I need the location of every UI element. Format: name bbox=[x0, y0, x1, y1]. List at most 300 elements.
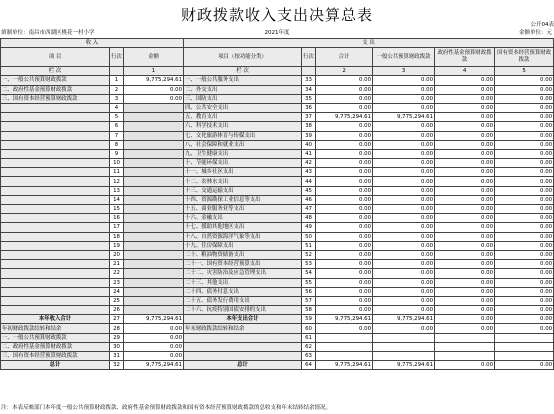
expense-row: 38 bbox=[302, 122, 316, 131]
expense-general: 0.00 bbox=[373, 324, 435, 333]
expense-total bbox=[316, 342, 373, 351]
expense-total: 9,775,294.61 bbox=[316, 113, 373, 122]
income-amount: 0.00 bbox=[124, 333, 184, 342]
expense-soe: 0.00 bbox=[495, 149, 554, 158]
expense-general: 0.00 bbox=[373, 122, 435, 131]
income-amount bbox=[124, 278, 184, 287]
income-row: 22 bbox=[110, 269, 124, 278]
expense-item bbox=[184, 342, 302, 351]
table-row bbox=[1, 131, 554, 140]
expense-general: 0.00 bbox=[373, 149, 435, 158]
income-row: 29 bbox=[110, 333, 124, 342]
expense-general: 0.00 bbox=[373, 168, 435, 177]
expense-general: 9,775,294.61 bbox=[373, 361, 435, 370]
expense-item: 十六、金融支出 bbox=[184, 214, 302, 223]
income-item bbox=[1, 214, 110, 223]
income-amount bbox=[124, 113, 184, 122]
income-item bbox=[1, 103, 110, 112]
expense-total: 0.00 bbox=[316, 205, 373, 214]
expense-row: 48 bbox=[302, 214, 316, 223]
expense-fund bbox=[435, 333, 495, 342]
expense-item: 十九、住房保障支出 bbox=[184, 241, 302, 250]
income-row: 19 bbox=[110, 241, 124, 250]
expense-soe: 0.00 bbox=[495, 241, 554, 250]
income-amount-header: 金额 bbox=[124, 48, 184, 67]
expense-soe: 0.00 bbox=[495, 278, 554, 287]
expense-header: 支 出 bbox=[184, 39, 554, 48]
expense-row: 34 bbox=[302, 85, 316, 94]
table-row bbox=[1, 186, 554, 195]
expense-total: 0.00 bbox=[316, 186, 373, 195]
expense-general bbox=[373, 333, 435, 342]
income-item: 三、国有资本经营预算财政拨款 bbox=[1, 94, 110, 103]
income-item bbox=[1, 296, 110, 305]
expense-item: 五、教育支出 bbox=[184, 113, 302, 122]
expense-fund: 0.00 bbox=[435, 195, 495, 204]
expense-row: 61 bbox=[302, 333, 316, 342]
income-item bbox=[1, 232, 110, 241]
expense-fund: 0.00 bbox=[435, 205, 495, 214]
expense-general: 0.00 bbox=[373, 205, 435, 214]
income-item bbox=[1, 168, 110, 177]
expense-row: 43 bbox=[302, 168, 316, 177]
expense-item: 十五、商业服务业等支出 bbox=[184, 205, 302, 214]
expense-soe: 0.00 bbox=[495, 140, 554, 149]
income-row: 2 bbox=[110, 85, 124, 94]
expense-general: 9,775,294.61 bbox=[373, 315, 435, 324]
table-row bbox=[1, 94, 554, 103]
income-header: 收 入 bbox=[1, 39, 184, 48]
expense-item: 六、科学技术支出 bbox=[184, 122, 302, 131]
expense-row: 33 bbox=[302, 76, 316, 85]
income-item: 三、国有资本经营预算财政拨款 bbox=[1, 352, 110, 361]
table-row bbox=[1, 113, 554, 122]
income-amount bbox=[124, 168, 184, 177]
table-row bbox=[1, 214, 554, 223]
income-item bbox=[1, 177, 110, 186]
income-amount bbox=[124, 140, 184, 149]
income-item bbox=[1, 131, 110, 140]
expense-general: 0.00 bbox=[373, 186, 435, 195]
expense-total bbox=[316, 333, 373, 342]
expense-item: 十七、援助其他地区支出 bbox=[184, 223, 302, 232]
income-item bbox=[1, 306, 110, 315]
expense-item: 九、卫生健康支出 bbox=[184, 149, 302, 158]
expense-row: 44 bbox=[302, 177, 316, 186]
income-item: 二、政府性基金预算财政拨款 bbox=[1, 85, 110, 94]
expense-row: 35 bbox=[302, 94, 316, 103]
table-row bbox=[1, 324, 554, 333]
expense-general: 0.00 bbox=[373, 232, 435, 241]
income-item bbox=[1, 195, 110, 204]
expense-general bbox=[373, 352, 435, 361]
expense-soe bbox=[495, 342, 554, 351]
income-row: 1 bbox=[110, 76, 124, 85]
table-row bbox=[1, 278, 554, 287]
income-item bbox=[1, 113, 110, 122]
income-row: 10 bbox=[110, 159, 124, 168]
table-row bbox=[1, 168, 554, 177]
col-5: 5 bbox=[495, 67, 554, 76]
expense-row-header: 行次 bbox=[302, 48, 316, 67]
income-item bbox=[1, 260, 110, 269]
expense-soe: 0.00 bbox=[495, 269, 554, 278]
table-row bbox=[1, 250, 554, 259]
expense-fund bbox=[435, 342, 495, 351]
income-amount bbox=[124, 177, 184, 186]
expense-row: 41 bbox=[302, 149, 316, 158]
income-row: 11 bbox=[110, 168, 124, 177]
income-row: 7 bbox=[110, 131, 124, 140]
expense-item: 本年支出合计 bbox=[184, 315, 302, 324]
expense-soe: 0.00 bbox=[495, 122, 554, 131]
budget-table bbox=[0, 38, 554, 370]
expense-general: 0.00 bbox=[373, 159, 435, 168]
income-amount bbox=[124, 223, 184, 232]
expense-fund: 0.00 bbox=[435, 250, 495, 259]
income-row: 6 bbox=[110, 122, 124, 131]
expense-total: 9,775,294.61 bbox=[316, 361, 373, 370]
expense-total: 9,775,294.61 bbox=[316, 315, 373, 324]
income-row: 30 bbox=[110, 342, 124, 351]
table-row bbox=[1, 122, 554, 131]
expense-soe: 0.00 bbox=[495, 186, 554, 195]
expense-fund: 0.00 bbox=[435, 306, 495, 315]
income-amount: 0.00 bbox=[124, 324, 184, 333]
expense-item: 十一、城乡社区支出 bbox=[184, 168, 302, 177]
income-item bbox=[1, 159, 110, 168]
expense-fund: 0.00 bbox=[435, 324, 495, 333]
expense-soe: 0.00 bbox=[495, 214, 554, 223]
filler-unit: 填制单位：南昌市西湖区桃花一村小学 bbox=[1, 30, 95, 36]
income-row: 28 bbox=[110, 324, 124, 333]
general-budget-header: 一般公共预算财政拨款 bbox=[373, 48, 435, 67]
expense-total: 0.00 bbox=[316, 103, 373, 112]
income-row: 25 bbox=[110, 296, 124, 305]
expense-total: 0.00 bbox=[316, 177, 373, 186]
income-item bbox=[1, 269, 110, 278]
income-item bbox=[1, 186, 110, 195]
expense-item: 二十六、抗疫特别国债安排的支出 bbox=[184, 306, 302, 315]
expense-total: 0.00 bbox=[316, 195, 373, 204]
expense-soe: 0.00 bbox=[495, 131, 554, 140]
expense-row: 40 bbox=[302, 140, 316, 149]
expense-item: 二十三、其他支出 bbox=[184, 278, 302, 287]
income-amount bbox=[124, 269, 184, 278]
income-item-header: 项 目 bbox=[1, 48, 110, 67]
expense-item bbox=[184, 352, 302, 361]
expense-fund: 0.00 bbox=[435, 149, 495, 158]
expense-fund: 0.00 bbox=[435, 315, 495, 324]
expense-fund bbox=[435, 352, 495, 361]
expense-total: 0.00 bbox=[316, 149, 373, 158]
expense-soe bbox=[495, 352, 554, 361]
income-item bbox=[1, 241, 110, 250]
expense-general: 0.00 bbox=[373, 131, 435, 140]
expense-row: 59 bbox=[302, 315, 316, 324]
report-title: 财政拨款收入支出决算总表 bbox=[180, 6, 373, 24]
table-row bbox=[1, 76, 554, 85]
expense-general: 0.00 bbox=[373, 140, 435, 149]
income-row: 8 bbox=[110, 140, 124, 149]
income-amount: 9,775,294.61 bbox=[124, 361, 184, 370]
expense-row: 51 bbox=[302, 241, 316, 250]
income-row: 16 bbox=[110, 214, 124, 223]
income-item bbox=[1, 250, 110, 259]
income-row: 14 bbox=[110, 195, 124, 204]
form-number: 公开04表 bbox=[530, 22, 554, 28]
expense-soe: 0.00 bbox=[495, 94, 554, 103]
income-row: 18 bbox=[110, 232, 124, 241]
expense-fund: 0.00 bbox=[435, 103, 495, 112]
expense-row: 52 bbox=[302, 250, 316, 259]
income-row: 12 bbox=[110, 177, 124, 186]
table-row bbox=[1, 342, 554, 351]
expense-soe: 0.00 bbox=[495, 177, 554, 186]
expense-soe: 0.00 bbox=[495, 103, 554, 112]
expense-total: 0.00 bbox=[316, 241, 373, 250]
income-row: 9 bbox=[110, 149, 124, 158]
expense-soe: 0.00 bbox=[495, 85, 554, 94]
expense-soe: 0.00 bbox=[495, 232, 554, 241]
income-item: 一、一般公共预算财政拨款 bbox=[1, 76, 110, 85]
expense-general: 0.00 bbox=[373, 241, 435, 250]
income-item: 年初财政拨款结转和结余 bbox=[1, 324, 110, 333]
expense-total: 0.00 bbox=[316, 223, 373, 232]
table-row bbox=[1, 241, 554, 250]
expense-row: 53 bbox=[302, 260, 316, 269]
income-amount bbox=[124, 241, 184, 250]
income-amount: 0.00 bbox=[124, 94, 184, 103]
expense-general: 0.00 bbox=[373, 85, 435, 94]
expense-row: 58 bbox=[302, 306, 316, 315]
expense-fund: 0.00 bbox=[435, 177, 495, 186]
table-row bbox=[1, 361, 554, 370]
expense-item: 二十、粮油物资储备支出 bbox=[184, 250, 302, 259]
expense-total: 0.00 bbox=[316, 306, 373, 315]
table-row bbox=[1, 269, 554, 278]
table-row bbox=[1, 177, 554, 186]
table-row bbox=[1, 195, 554, 204]
expense-fund: 0.00 bbox=[435, 260, 495, 269]
income-amount bbox=[124, 186, 184, 195]
table-row bbox=[1, 140, 554, 149]
expense-item: 十二、农林水支出 bbox=[184, 177, 302, 186]
expense-general: 0.00 bbox=[373, 94, 435, 103]
expense-total: 0.00 bbox=[316, 287, 373, 296]
expense-item: 二十五、债务发行费用支出 bbox=[184, 296, 302, 305]
expense-total: 0.00 bbox=[316, 168, 373, 177]
income-row: 15 bbox=[110, 205, 124, 214]
expense-item: 年末财政拨款结转和结余 bbox=[184, 324, 302, 333]
expense-row: 49 bbox=[302, 223, 316, 232]
expense-item: 总计 bbox=[184, 361, 302, 370]
expense-item: 三、国防支出 bbox=[184, 94, 302, 103]
expense-general: 0.00 bbox=[373, 76, 435, 85]
expense-soe bbox=[495, 333, 554, 342]
expense-soe: 0.00 bbox=[495, 195, 554, 204]
expense-total: 0.00 bbox=[316, 260, 373, 269]
col-3: 3 bbox=[373, 67, 435, 76]
expense-fund: 0.00 bbox=[435, 85, 495, 94]
expense-total: 0.00 bbox=[316, 269, 373, 278]
income-row: 32 bbox=[110, 361, 124, 370]
expense-general: 0.00 bbox=[373, 103, 435, 112]
expense-general bbox=[373, 342, 435, 351]
expense-soe: 0.00 bbox=[495, 168, 554, 177]
expense-fund: 0.00 bbox=[435, 287, 495, 296]
expense-row: 54 bbox=[302, 269, 316, 278]
expense-row: 46 bbox=[302, 195, 316, 204]
income-item: 总计 bbox=[1, 361, 110, 370]
expense-item: 四、公共安全支出 bbox=[184, 103, 302, 112]
income-amount bbox=[124, 103, 184, 112]
income-item bbox=[1, 149, 110, 158]
expense-general: 0.00 bbox=[373, 260, 435, 269]
table-row bbox=[1, 260, 554, 269]
expense-general: 0.00 bbox=[373, 195, 435, 204]
expense-soe: 0.00 bbox=[495, 287, 554, 296]
expense-item-header: 项目（按功能分类） bbox=[184, 48, 302, 67]
expense-general: 0.00 bbox=[373, 287, 435, 296]
expense-fund: 0.00 bbox=[435, 269, 495, 278]
expense-item: 八、社会保障和就业支出 bbox=[184, 140, 302, 149]
expense-total bbox=[316, 352, 373, 361]
income-row: 3 bbox=[110, 94, 124, 103]
expense-item: 二十一、国有资本经营预算支出 bbox=[184, 260, 302, 269]
income-row: 20 bbox=[110, 250, 124, 259]
expense-fund: 0.00 bbox=[435, 159, 495, 168]
expense-total: 0.00 bbox=[316, 85, 373, 94]
income-amount bbox=[124, 159, 184, 168]
income-item: 本年收入合计 bbox=[1, 315, 110, 324]
expense-total: 0.00 bbox=[316, 76, 373, 85]
expense-fund: 0.00 bbox=[435, 76, 495, 85]
expense-total: 0.00 bbox=[316, 94, 373, 103]
expense-soe: 0.00 bbox=[495, 361, 554, 370]
expense-row: 56 bbox=[302, 287, 316, 296]
footnote: 注：本表反映部门本年度一般公共预算财政拨款、政府性基金预算财政拨款和国有资本经营预算财政拨款的总收支和年末结转结余情况。 bbox=[1, 405, 332, 411]
expense-row: 45 bbox=[302, 186, 316, 195]
table-row bbox=[1, 149, 554, 158]
expense-total: 0.00 bbox=[316, 140, 373, 149]
expense-general: 9,775,294.61 bbox=[373, 113, 435, 122]
income-amount: 0.00 bbox=[124, 352, 184, 361]
table-row bbox=[1, 223, 554, 232]
expense-total: 0.00 bbox=[316, 122, 373, 131]
income-row: 4 bbox=[110, 103, 124, 112]
expense-total: 0.00 bbox=[316, 324, 373, 333]
income-amount bbox=[124, 306, 184, 315]
expense-soe: 0.00 bbox=[495, 296, 554, 305]
income-amount: 9,775,294.61 bbox=[124, 315, 184, 324]
income-item bbox=[1, 223, 110, 232]
col-1: 1 bbox=[124, 67, 184, 76]
total-header: 合计 bbox=[316, 48, 373, 67]
expense-row: 60 bbox=[302, 324, 316, 333]
expense-fund: 0.00 bbox=[435, 232, 495, 241]
expense-soe: 0.00 bbox=[495, 315, 554, 324]
col-label: 栏 次 bbox=[184, 67, 302, 76]
expense-soe: 0.00 bbox=[495, 306, 554, 315]
income-amount bbox=[124, 205, 184, 214]
amount-unit: 金额单位：元 bbox=[518, 30, 552, 36]
expense-soe: 0.00 bbox=[495, 205, 554, 214]
expense-soe: 0.00 bbox=[495, 113, 554, 122]
table-row bbox=[1, 287, 554, 296]
income-amount bbox=[124, 122, 184, 131]
col-label: 栏 次 bbox=[1, 67, 110, 76]
expense-total: 0.00 bbox=[316, 159, 373, 168]
expense-row: 36 bbox=[302, 103, 316, 112]
expense-soe: 0.00 bbox=[495, 223, 554, 232]
expense-general: 0.00 bbox=[373, 269, 435, 278]
expense-soe: 0.00 bbox=[495, 260, 554, 269]
expense-row: 55 bbox=[302, 278, 316, 287]
expense-total: 0.00 bbox=[316, 131, 373, 140]
income-amount bbox=[124, 195, 184, 204]
expense-item: 七、文化旅游体育与传媒支出 bbox=[184, 131, 302, 140]
income-item bbox=[1, 122, 110, 131]
expense-row: 57 bbox=[302, 296, 316, 305]
expense-row: 62 bbox=[302, 342, 316, 351]
expense-row: 42 bbox=[302, 159, 316, 168]
expense-fund: 0.00 bbox=[435, 361, 495, 370]
col-2: 2 bbox=[316, 67, 373, 76]
table-row bbox=[1, 232, 554, 241]
expense-general: 0.00 bbox=[373, 250, 435, 259]
expense-item: 二十四、债务付息支出 bbox=[184, 287, 302, 296]
expense-general: 0.00 bbox=[373, 214, 435, 223]
expense-row: 39 bbox=[302, 131, 316, 140]
expense-row: 37 bbox=[302, 113, 316, 122]
table-row bbox=[1, 352, 554, 361]
income-amount bbox=[124, 287, 184, 296]
income-row: 26 bbox=[110, 306, 124, 315]
expense-total: 0.00 bbox=[316, 232, 373, 241]
income-item bbox=[1, 205, 110, 214]
expense-fund: 0.00 bbox=[435, 296, 495, 305]
expense-general: 0.00 bbox=[373, 223, 435, 232]
expense-soe: 0.00 bbox=[495, 250, 554, 259]
expense-item: 一、一般公共服务支出 bbox=[184, 76, 302, 85]
table-row bbox=[1, 159, 554, 168]
income-amount: 9,775,294.61 bbox=[124, 76, 184, 85]
expense-fund: 0.00 bbox=[435, 168, 495, 177]
income-amount bbox=[124, 232, 184, 241]
expense-soe: 0.00 bbox=[495, 324, 554, 333]
expense-general: 0.00 bbox=[373, 177, 435, 186]
expense-soe: 0.00 bbox=[495, 76, 554, 85]
expense-soe: 0.00 bbox=[495, 159, 554, 168]
expense-fund: 0.00 bbox=[435, 214, 495, 223]
table-row bbox=[1, 205, 554, 214]
income-item bbox=[1, 140, 110, 149]
expense-row: 64 bbox=[302, 361, 316, 370]
table-row bbox=[1, 85, 554, 94]
income-row: 21 bbox=[110, 260, 124, 269]
income-row: 23 bbox=[110, 278, 124, 287]
table-row bbox=[1, 103, 554, 112]
expense-fund: 0.00 bbox=[435, 223, 495, 232]
expense-row: 63 bbox=[302, 352, 316, 361]
expense-total: 0.00 bbox=[316, 296, 373, 305]
table-row bbox=[1, 306, 554, 315]
income-item bbox=[1, 278, 110, 287]
expense-total: 0.00 bbox=[316, 250, 373, 259]
income-item: 一、一般公共预算财政拨款 bbox=[1, 333, 110, 342]
expense-item bbox=[184, 333, 302, 342]
